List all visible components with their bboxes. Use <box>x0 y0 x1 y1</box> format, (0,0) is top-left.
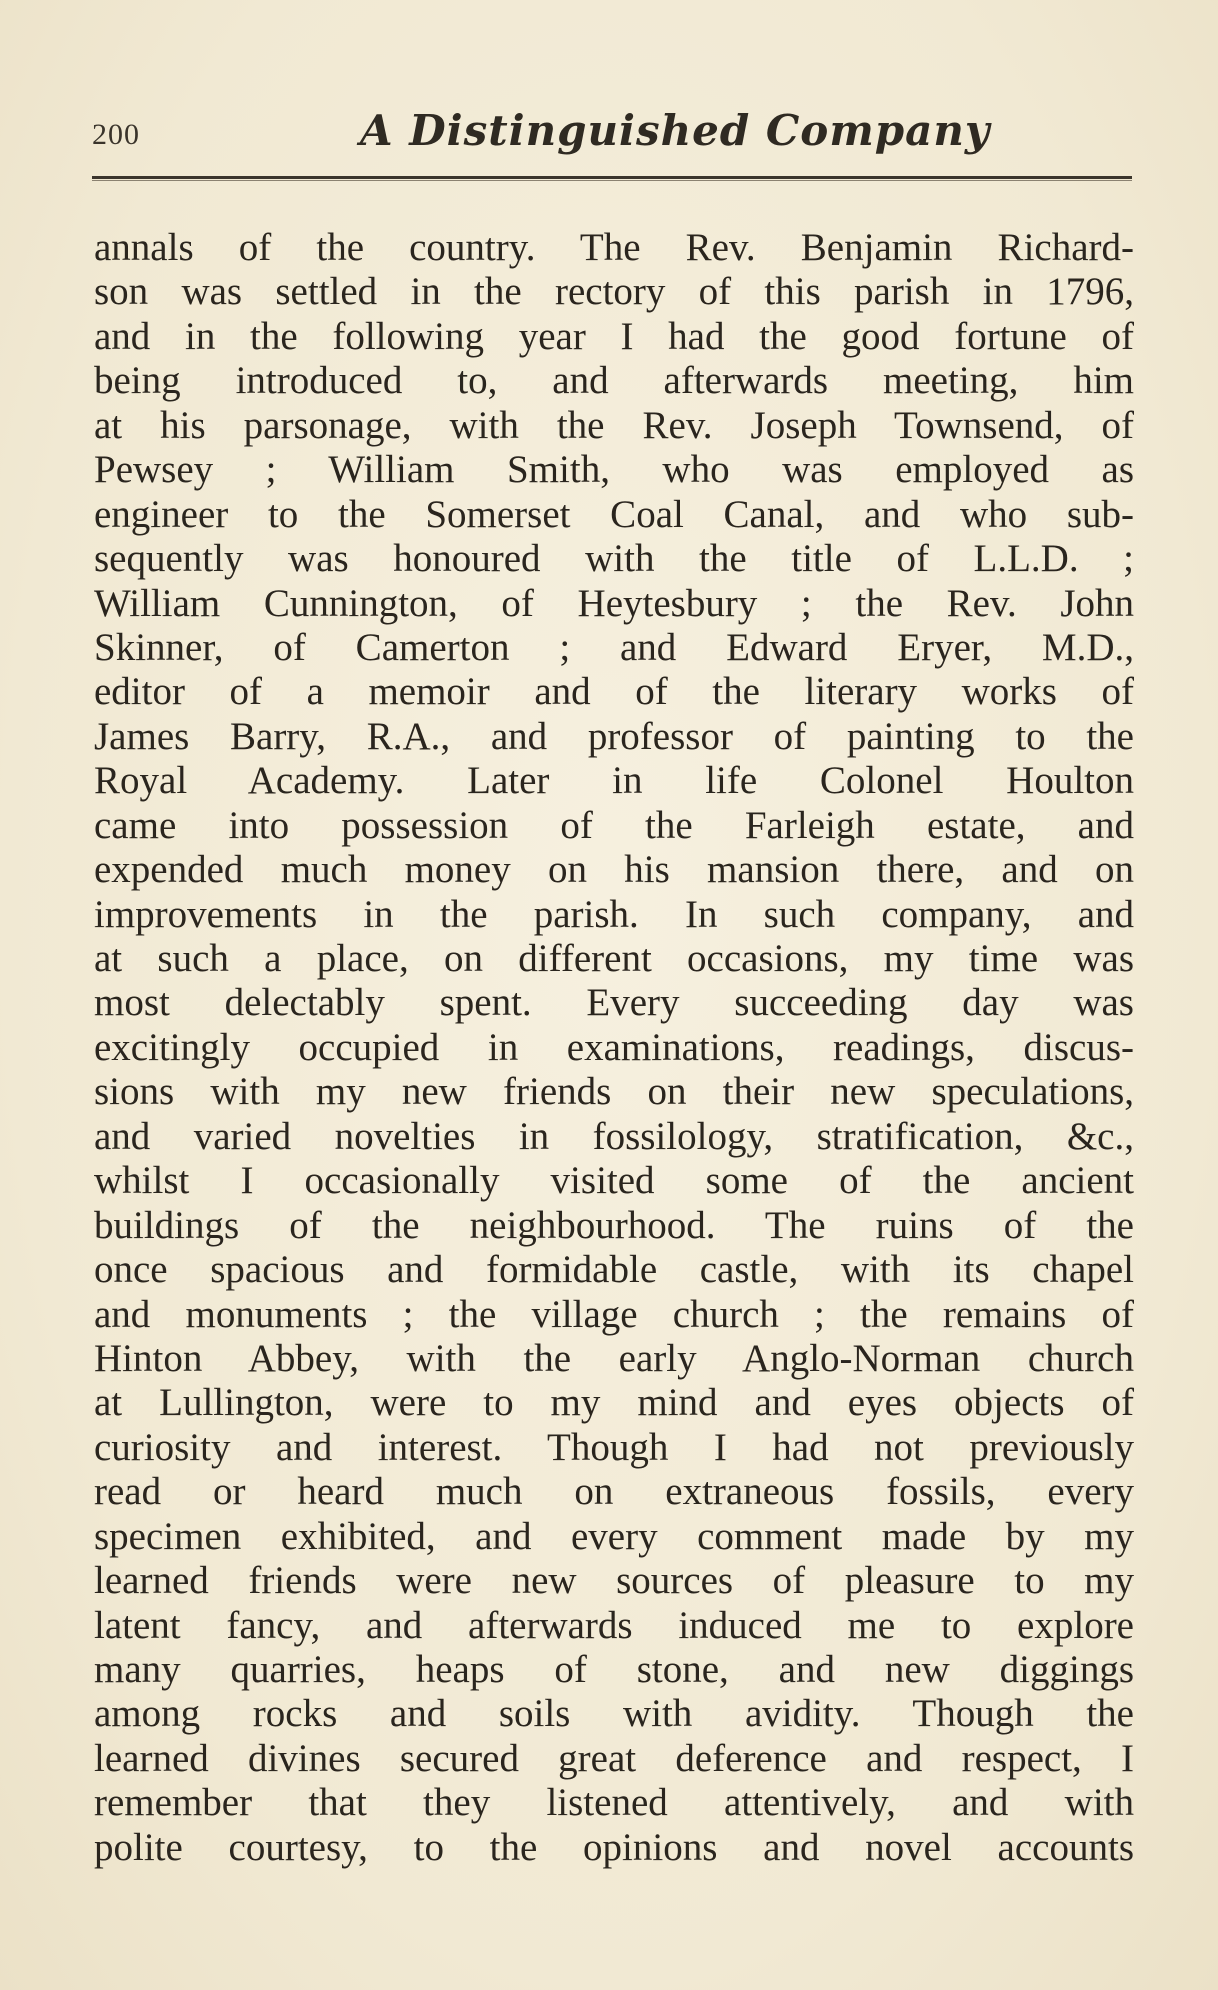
text-line: James Barry, R.A., and professor of painting to the <box>94 714 1134 758</box>
header-rule <box>92 176 1132 179</box>
text-line: at such a place, on different occasions, my time was <box>94 937 1134 980</box>
text-line: son was settled in the rectory of this parish in 1796, <box>94 270 1134 314</box>
text-line: William Cunnington, of Heytesbury ; the Rev. John <box>94 581 1134 625</box>
text-line: buildings of the neighbourhood. The ruins of the <box>94 1203 1134 1247</box>
text-line: excitingly occupied in examinations, readings, discus- <box>94 1025 1134 1069</box>
text-line: and monuments ; the village church ; the remains of <box>94 1292 1134 1336</box>
text-line: being introduced to, and afterwards meeting, him <box>94 359 1134 403</box>
text-line: Pewsey ; William Smith, who was employed as <box>94 448 1134 492</box>
text-line: Skinner, of Camerton ; and Edward Eryer, M.D., <box>94 625 1134 669</box>
text-line: curiosity and interest. Though I had not previously <box>94 1425 1134 1469</box>
text-line: Royal Academy. Later in life Colonel Houlton <box>94 759 1134 803</box>
text-line: read or heard much on extraneous fossils, every <box>94 1470 1134 1514</box>
text-line: learned friends were new sources of pleasure to my <box>94 1559 1134 1603</box>
page-header <box>92 108 1132 158</box>
text-line: annals of the country. The Rev. Benjamin Richard- <box>94 226 1134 269</box>
text-line: at Lullington, were to my mind and eyes objects of <box>94 1381 1134 1425</box>
text-line: specimen exhibited, and every comment made by my <box>94 1514 1134 1558</box>
text-line: expended much money on his mansion there, and on <box>94 848 1134 892</box>
text-line: many quarries, heaps of stone, and new diggings <box>94 1648 1134 1691</box>
text-line: sions with my new friends on their new speculations, <box>94 1070 1134 1114</box>
text-line: engineer to the Somerset Coal Canal, and who sub- <box>94 492 1134 536</box>
text-line: polite courtesy, to the opinions and novel accounts <box>94 1825 1134 1869</box>
text-line: editor of a memoir and of the literary works of <box>94 670 1134 714</box>
text-line: came into possession of the Farleigh estate, and <box>94 803 1134 847</box>
body-text <box>94 226 1134 1870</box>
text-line: whilst I occasionally visited some of the ancient <box>94 1159 1134 1203</box>
text-line: and varied novelties in fossilology, stratification, &c., <box>94 1114 1134 1158</box>
text-line: at his parsonage, with the Rev. Joseph Townsend, of <box>94 403 1134 447</box>
text-line: remember that they listened attentively, and with <box>94 1781 1134 1825</box>
text-line: latent fancy, and afterwards induced me to explore <box>94 1603 1134 1647</box>
text-line: most delectably spent. Every succeeding day was <box>94 981 1134 1025</box>
text-line: once spacious and formidable castle, with its chapel <box>94 1248 1134 1292</box>
text-line: sequently was honoured with the title of L.L.D. ; <box>94 537 1134 581</box>
text-line: improvements in the parish. In such company, and <box>94 892 1134 936</box>
text-line: Hinton Abbey, with the early Anglo-Norman church <box>94 1336 1134 1380</box>
page-number: 200 <box>92 118 140 151</box>
text-line: learned divines secured great deference and respect, I <box>94 1736 1134 1780</box>
running-title: A Distinguished Company <box>360 106 991 155</box>
text-line: and in the following year I had the good fortune of <box>94 314 1134 358</box>
text-line: among rocks and soils with avidity. Though the <box>94 1692 1134 1736</box>
header-rule-shadow <box>92 180 1132 181</box>
